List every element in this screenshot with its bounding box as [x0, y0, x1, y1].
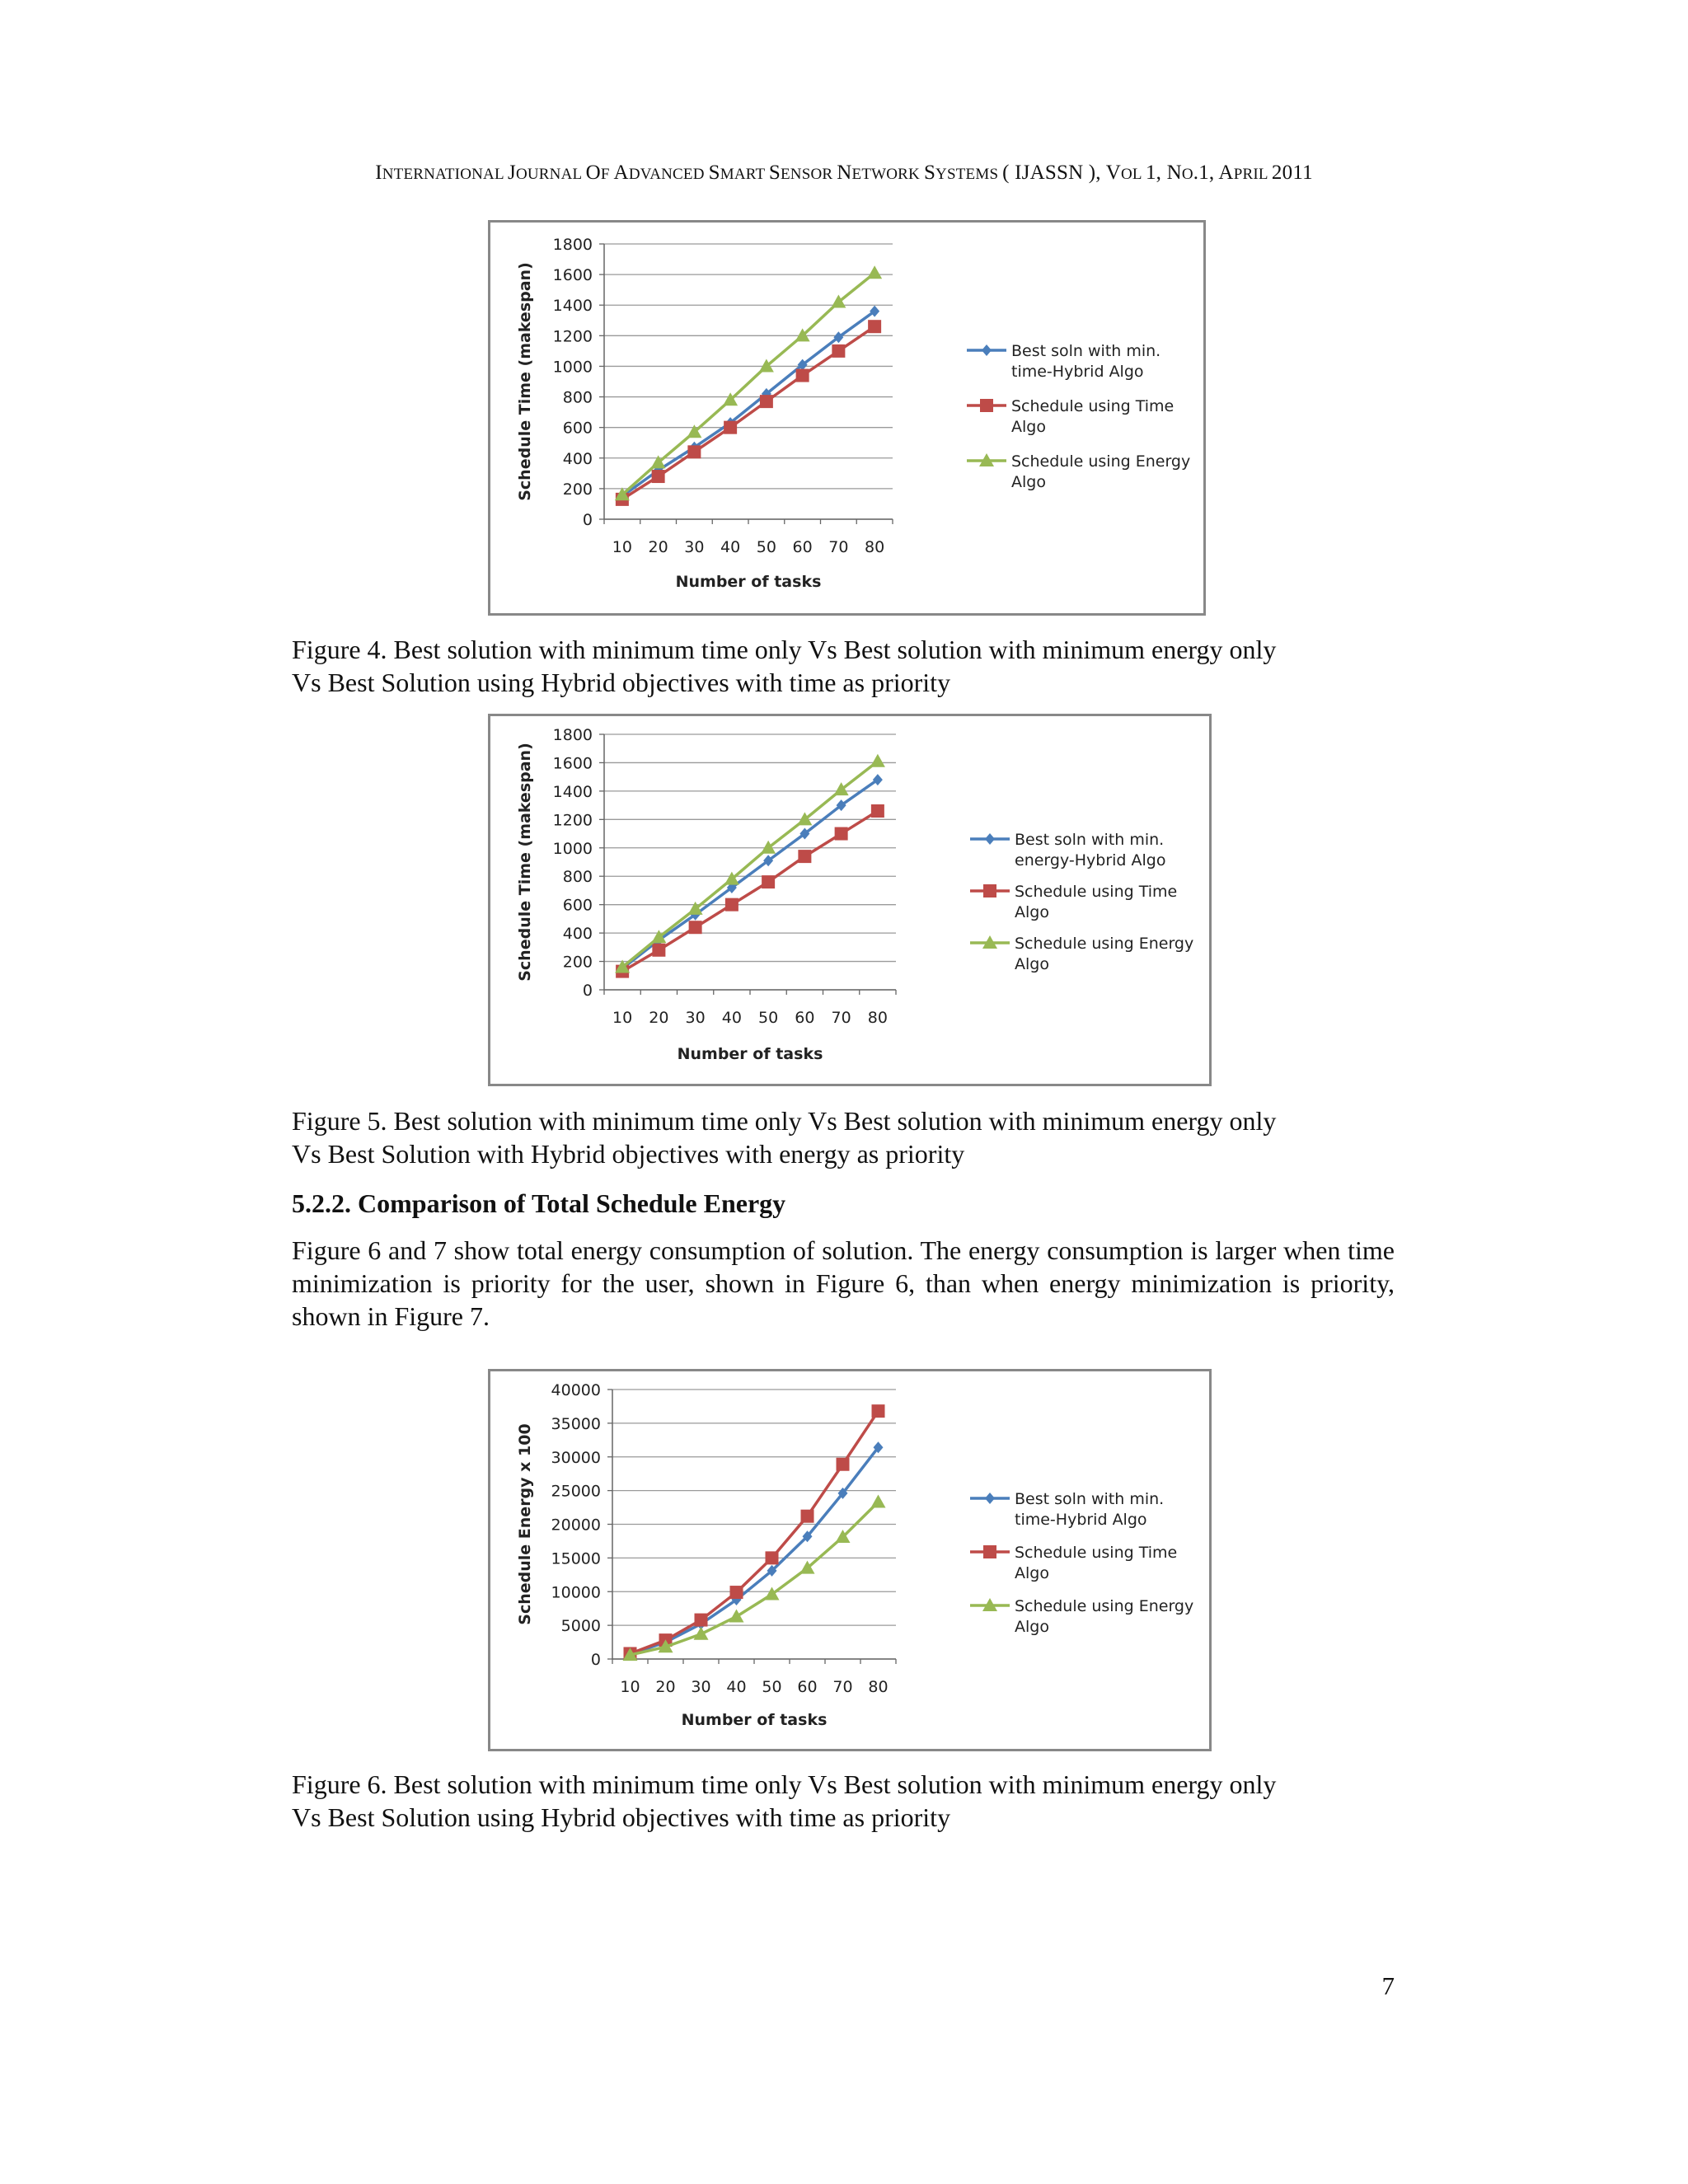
figure-5-caption-line-1: Figure 5. Best solution with minimum time only Vs Best solution with minimum energy only — [292, 1106, 1277, 1136]
figure-5-caption-line-2: Vs Best Solution with Hybrid objectives with energy as priority — [292, 1139, 965, 1169]
x-tick-label: 50 — [756, 538, 776, 556]
data-point — [725, 898, 738, 912]
header-text-part: ETWORK — [851, 166, 924, 183]
legend-label: Schedule using Time — [1015, 1544, 1178, 1562]
x-tick-label: 80 — [867, 1009, 888, 1027]
x-axis-title: Number of tasks — [681, 1711, 828, 1729]
legend-label: time-Hybrid Algo — [1011, 363, 1144, 381]
y-tick-label: 1400 — [552, 297, 593, 316]
y-tick-label: 600 — [562, 896, 593, 915]
data-point — [694, 1627, 709, 1640]
x-tick-label: 30 — [684, 538, 705, 556]
legend-label: Algo — [1015, 1564, 1049, 1582]
x-tick-label: 50 — [758, 1009, 779, 1027]
x-tick-label: 70 — [832, 1678, 853, 1696]
figure-6-caption-line-1: Figure 6. Best solution with minimum time only Vs Best solution with minimum energy only — [292, 1769, 1277, 1799]
header-text-part: 1, N — [1145, 162, 1182, 184]
y-tick-label: 35000 — [551, 1414, 601, 1433]
x-tick-label: 10 — [612, 538, 632, 556]
legend-label: Schedule using Time — [1011, 397, 1175, 415]
y-tick-label: 1400 — [552, 782, 593, 801]
header-text-part: S — [768, 162, 781, 184]
header-text-part: .1, A — [1193, 162, 1234, 184]
legend-label: Schedule using Energy — [1015, 1597, 1194, 1615]
header-text-part: OURNAL — [515, 166, 586, 183]
x-tick-label: 40 — [726, 1678, 747, 1696]
x-tick-label: 30 — [685, 1009, 706, 1027]
y-tick-label: 0 — [590, 1651, 601, 1669]
y-tick-label: 20000 — [551, 1516, 601, 1535]
legend-label: energy-Hybrid Algo — [1015, 851, 1166, 869]
x-tick-label: 60 — [792, 538, 813, 556]
x-tick-label: 60 — [795, 1009, 815, 1027]
section-heading: 5.2.2. Comparison of Total Schedule Energy — [292, 1188, 786, 1218]
x-tick-label: 80 — [868, 1678, 889, 1696]
data-point — [837, 1458, 850, 1471]
header-text-part: I — [375, 162, 382, 184]
figure-4-caption — [292, 633, 1395, 699]
legend-label: Best soln with min. — [1015, 1490, 1165, 1508]
y-tick-label: 1800 — [552, 236, 593, 254]
x-tick-label: 60 — [797, 1678, 818, 1696]
y-axis-title: Schedule Energy x 100 — [516, 1423, 534, 1625]
x-tick-label: 10 — [620, 1678, 640, 1696]
figure-6-caption — [292, 1768, 1395, 1834]
x-tick-label: 40 — [720, 538, 741, 556]
data-point — [872, 1404, 885, 1418]
figure-5-chart — [488, 714, 1212, 1086]
y-tick-label: 1000 — [552, 839, 593, 858]
y-tick-label: 200 — [562, 480, 593, 499]
series-line — [631, 1447, 879, 1654]
y-tick-label: 5000 — [560, 1617, 601, 1636]
figure4-svg — [490, 223, 1203, 613]
y-tick-label: 0 — [582, 982, 593, 1000]
data-point — [729, 1609, 744, 1622]
legend-label: Schedule using Energy — [1011, 452, 1191, 471]
running-header — [0, 162, 1688, 185]
x-tick-label: 80 — [865, 538, 885, 556]
legend-marker — [980, 399, 993, 412]
y-tick-label: 0 — [582, 511, 593, 529]
data-point — [762, 875, 775, 888]
figure5-svg — [490, 716, 1209, 1084]
header-text-part: F — [600, 166, 614, 183]
header-text-part: NTERNATIONAL — [382, 166, 509, 183]
data-point — [801, 1510, 814, 1523]
legend-label: Schedule using Time — [1015, 883, 1178, 901]
data-point — [870, 754, 885, 767]
header-text-part: N — [837, 162, 852, 184]
legend-label: Algo — [1015, 903, 1049, 921]
header-text-part: S — [923, 162, 936, 184]
y-tick-label: 1000 — [552, 358, 593, 377]
data-point — [835, 827, 848, 841]
y-tick-label: 40000 — [551, 1381, 601, 1399]
x-tick-label: 70 — [828, 538, 849, 556]
data-point — [687, 445, 701, 458]
page-number: 7 — [1381, 1971, 1395, 2000]
legend-label: Schedule using Energy — [1015, 935, 1194, 953]
header-text-part: ENSOR — [781, 166, 837, 183]
y-tick-label: 400 — [562, 925, 593, 944]
y-tick-label: 600 — [562, 419, 593, 438]
data-point — [868, 320, 881, 333]
data-point — [724, 421, 737, 434]
legend-marker — [985, 833, 995, 845]
series-line — [631, 1411, 879, 1653]
y-tick-label: 30000 — [551, 1448, 601, 1467]
y-tick-label: 200 — [562, 953, 593, 972]
series-line — [631, 1502, 879, 1656]
legend-label: Algo — [1011, 418, 1046, 436]
y-tick-label: 1800 — [552, 726, 593, 744]
data-point — [832, 344, 845, 358]
data-point — [760, 395, 773, 408]
y-tick-label: 400 — [562, 449, 593, 468]
header-text-part: J — [508, 162, 516, 184]
figure-4-caption-line-1: Figure 4. Best solution with minimum time only Vs Best solution with minimum energy only — [292, 635, 1277, 664]
legend-marker — [982, 344, 992, 356]
data-point — [689, 921, 702, 934]
figure-6-caption-line-2: Vs Best Solution using Hybrid objectives with time as priority — [292, 1802, 951, 1832]
header-text-part: DVANCED — [628, 166, 709, 183]
x-tick-label: 70 — [831, 1009, 851, 1027]
data-point — [695, 1614, 708, 1627]
x-tick-label: 20 — [648, 538, 668, 556]
x-axis-title: Number of tasks — [677, 1045, 823, 1063]
data-point — [867, 265, 882, 279]
y-tick-label: 10000 — [551, 1583, 601, 1602]
figure-4-caption-line-2: Vs Best Solution using Hybrid objectives with time as priority — [292, 668, 951, 697]
section-paragraph: Figure 6 and 7 show total energy consumption of solution. The energy consumption is larger when time minimization is priority for the user, shown in Figure 6, than when energy minimization is priority, shown in Figure 7. — [292, 1235, 1395, 1331]
x-tick-label: 20 — [655, 1678, 676, 1696]
y-tick-label: 1600 — [552, 266, 593, 285]
x-axis-title: Number of tasks — [675, 573, 822, 591]
legend-marker — [983, 884, 996, 898]
y-tick-label: 800 — [562, 868, 593, 887]
header-text-part: YSTEMS — [935, 166, 1003, 183]
legend-label: time-Hybrid Algo — [1015, 1511, 1147, 1529]
data-point — [730, 1586, 743, 1599]
figure-4-chart — [488, 220, 1206, 616]
figure6-svg — [490, 1371, 1209, 1749]
x-tick-label: 50 — [762, 1678, 782, 1696]
data-point — [766, 1551, 779, 1564]
y-tick-label: 1600 — [552, 754, 593, 773]
data-point — [652, 944, 665, 957]
legend-label: Best soln with min. — [1015, 831, 1165, 849]
x-tick-label: 40 — [721, 1009, 742, 1027]
figure-6-chart — [488, 1369, 1212, 1751]
y-tick-label: 1200 — [552, 811, 593, 830]
legend-label: Algo — [1015, 1618, 1049, 1636]
legend-label: Best soln with min. — [1011, 342, 1161, 360]
figure-5-caption — [292, 1104, 1395, 1170]
y-tick-label: 15000 — [551, 1549, 601, 1568]
legend-label: Algo — [1011, 473, 1046, 491]
legend-marker — [983, 1545, 996, 1558]
y-axis-title: Schedule Time (makespan) — [516, 262, 534, 501]
data-point — [652, 470, 665, 483]
header-text-part: ( IJASSN ), V — [1002, 162, 1121, 184]
data-point — [871, 804, 884, 818]
legend-marker — [985, 1493, 995, 1504]
y-axis-title: Schedule Time (makespan) — [516, 743, 534, 982]
header-text-part: O — [1181, 166, 1193, 183]
header-text-part: O — [585, 162, 601, 184]
header-text-part: 2011 — [1271, 162, 1313, 184]
y-tick-label: 800 — [562, 388, 593, 407]
header-text-part: OL — [1121, 166, 1146, 183]
header-text-part: A — [613, 162, 629, 184]
header-text-part: PRIL — [1233, 166, 1272, 183]
data-point — [798, 850, 811, 863]
header-text-part: MART — [720, 166, 769, 183]
data-point — [871, 1495, 886, 1508]
x-tick-label: 30 — [691, 1678, 711, 1696]
legend-label: Algo — [1015, 955, 1049, 973]
y-tick-label: 1200 — [552, 327, 593, 346]
y-tick-label: 25000 — [551, 1482, 601, 1501]
header-text-part: S — [708, 162, 720, 184]
data-point — [796, 369, 809, 382]
x-tick-label: 10 — [612, 1009, 633, 1027]
x-tick-label: 20 — [649, 1009, 669, 1027]
